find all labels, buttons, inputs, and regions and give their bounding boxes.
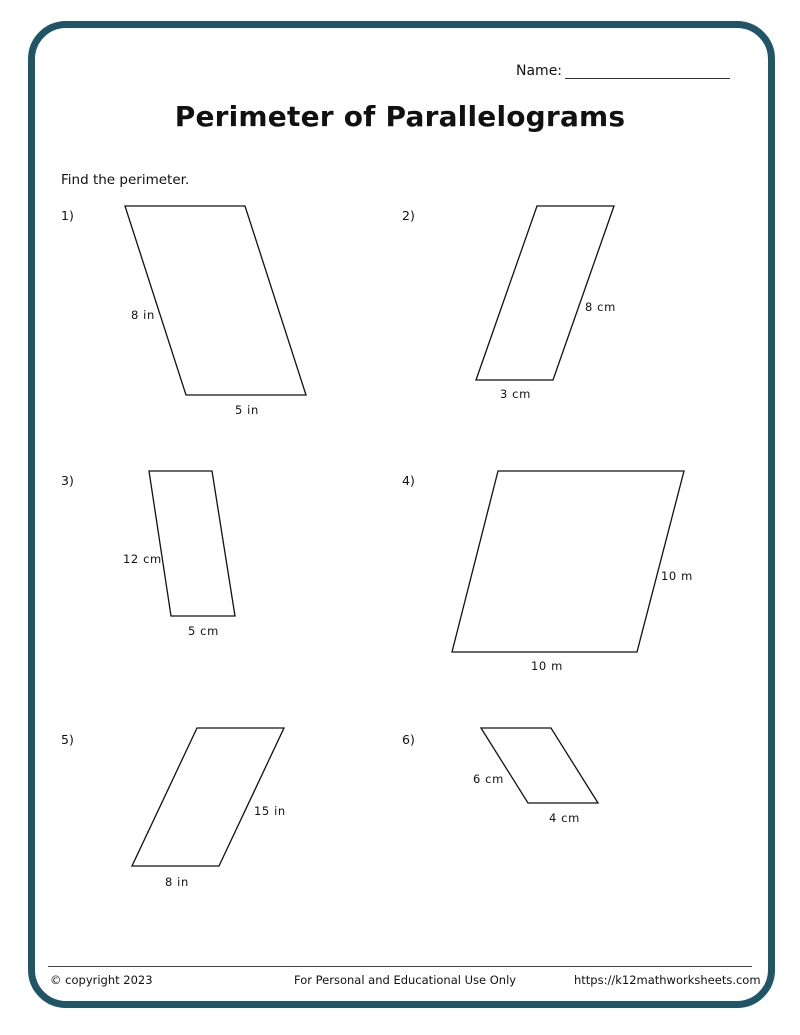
parallelogram-6: [481, 728, 598, 803]
problem-2-number: 2): [402, 208, 415, 223]
problem-5-number: 5): [61, 732, 74, 747]
footer-divider: [48, 966, 752, 967]
footer-usage-note: For Personal and Educational Use Only: [294, 973, 517, 987]
problem-3-base-label: 5 cm: [188, 624, 219, 638]
problem-3-number: 3): [61, 473, 74, 488]
problem-1-side-label: 8 in: [131, 308, 155, 322]
problem-5-side-label: 15 in: [254, 804, 286, 818]
parallelogram-5: [132, 728, 284, 866]
problem-3-side-label: 12 cm: [123, 552, 162, 566]
problem-6-base-label: 4 cm: [549, 811, 580, 825]
problem-6-side-label: 6 cm: [473, 772, 504, 786]
problem-4-base-label: 10 m: [531, 659, 563, 673]
name-label: Name:: [516, 63, 563, 79]
problem-2-side-label: 8 cm: [585, 300, 616, 314]
parallelogram-1: [125, 206, 306, 395]
parallelogram-2: [476, 206, 614, 380]
problem-4-number: 4): [402, 473, 415, 488]
parallelogram-4: [452, 471, 684, 652]
problem-2-base-label: 3 cm: [500, 387, 531, 401]
footer-website-link[interactable]: https://k12mathworksheets.com: [574, 973, 761, 987]
problem-4-side-label: 10 m: [661, 569, 693, 583]
instruction-text: Find the perimeter.: [61, 172, 190, 188]
page-title: Perimeter of Parallelograms: [174, 100, 626, 133]
problem-6-number: 6): [402, 732, 415, 747]
problem-1-number: 1): [61, 208, 74, 223]
parallelogram-3: [149, 471, 235, 616]
footer-copyright: © copyright 2023: [50, 973, 153, 987]
problem-1-base-label: 5 in: [235, 403, 259, 417]
problem-5-base-label: 8 in: [165, 875, 189, 889]
